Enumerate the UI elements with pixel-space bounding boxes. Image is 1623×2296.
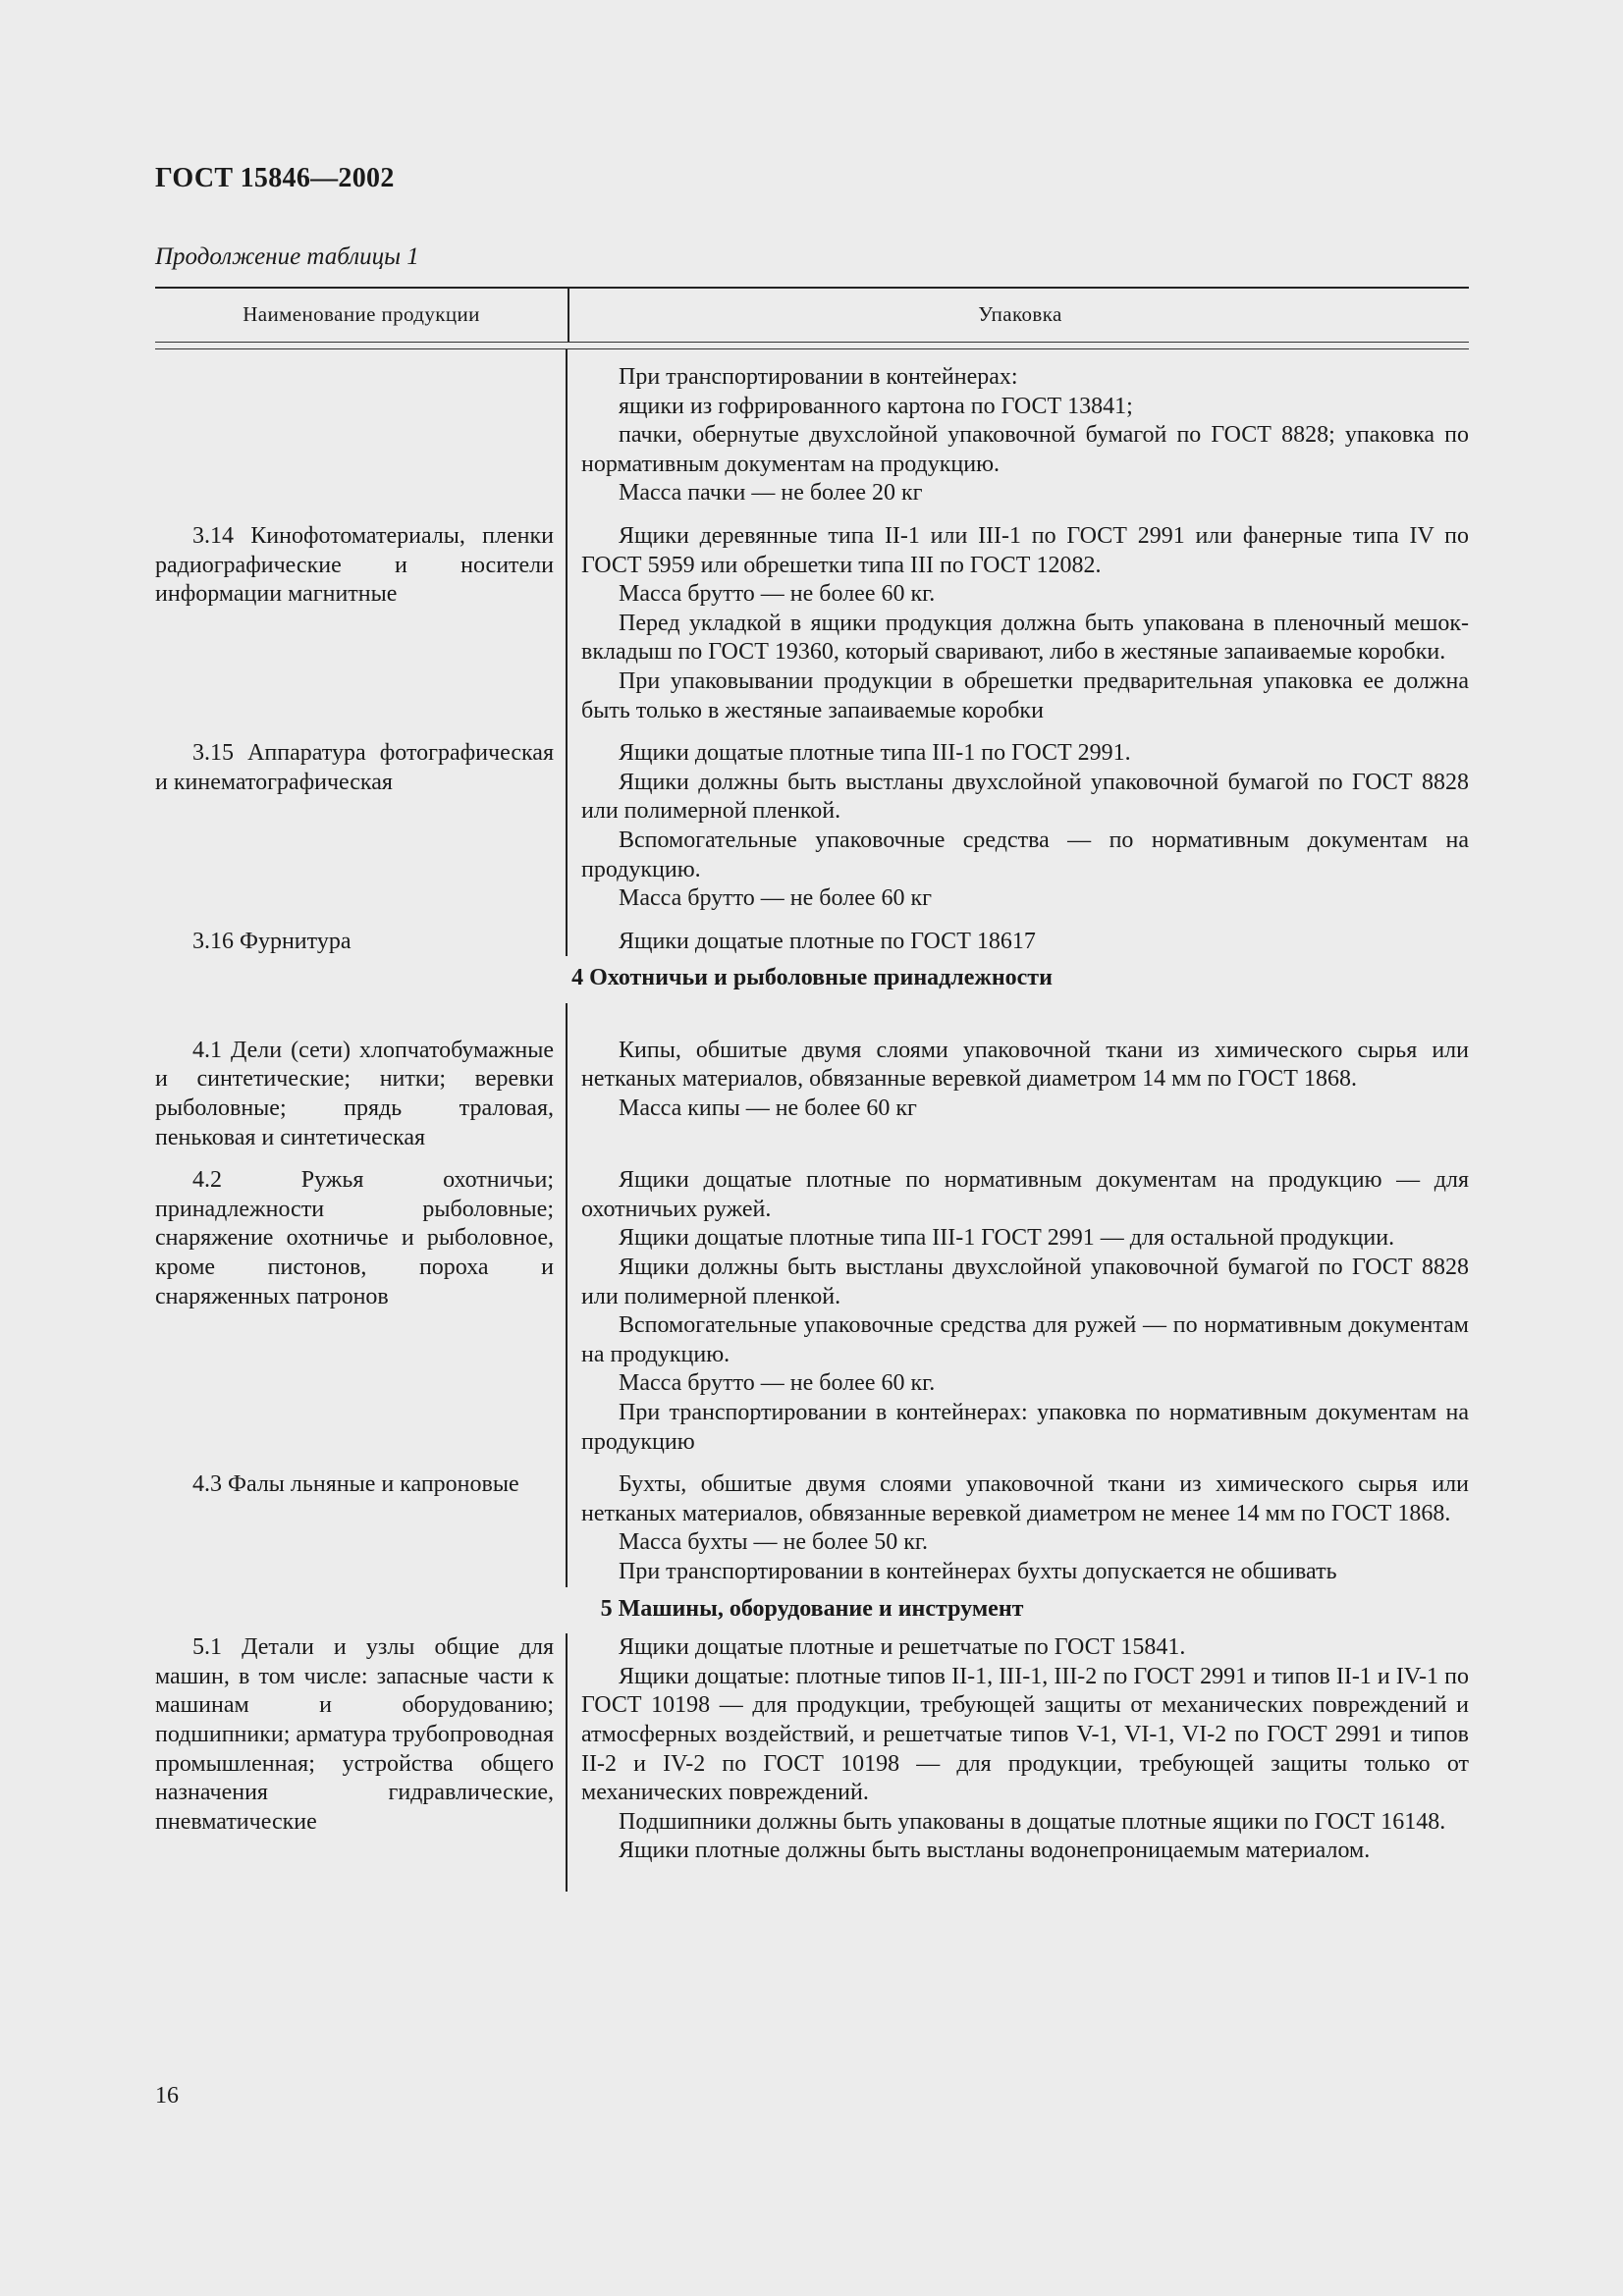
product-name-cell [155,1470,568,1586]
table-row [155,1037,1469,1152]
table-row [155,363,1469,508]
packaging-paragraph: Ящики должны быть выстланы двухслойной упаковочной бумагой по ГОСТ 8828 или полимерной пленкой. [581,769,1469,825]
table-row [155,522,1469,725]
product-name-cell [155,1166,568,1457]
packaging-paragraph: При транспортировании в контейнерах: упаковка по нормативным документам на продукцию [581,1400,1469,1455]
product-name-text: 4.3 Фалы льняные и капроновые [192,1471,519,1498]
packaging-paragraph: Ящики дощатые плотные и решетчатые по ГОСТ 15841. [619,1634,1186,1661]
packaging-cell [568,1037,1469,1152]
packaging-cell [568,1166,1469,1457]
product-name-text: 3.15 Аппаратура фотографическая и кинематографическая [155,740,554,795]
packaging-paragraph: Масса пачки — не более 20 кг [619,480,923,507]
section-heading-5: 5 Машины, оборудование и инструмент [600,1595,1024,1622]
table-row [155,1470,1469,1586]
product-name-text: 3.16 Фурнитура [192,928,352,954]
packaging-paragraph: Ящики дощатые плотные типа III-1 ГОСТ 2991 — для остальной продукции. [619,1225,1395,1252]
packaging-paragraph: Вспомогательные упаковочные средства — по нормативным документам на продукцию. [581,827,1469,882]
packaging-paragraph: Вспомогательные упаковочные средства для ружей — по нормативным документам на продукцию. [581,1312,1469,1367]
packaging-paragraph: При транспортировании в контейнерах: [619,364,1018,390]
packaging-paragraph: Масса бухты — не более 50 кг. [619,1529,929,1556]
packaging-paragraph: Масса брутто — не более 60 кг. [619,1370,936,1397]
packaging-paragraph: Кипы, обшитые двумя слоями упаковочной ткани из химического сырья или нетканых материалов, обвязанные веревкой диаметром 14 мм по ГОСТ 1868. [581,1037,1469,1093]
packaging-cell [568,739,1469,914]
product-name-cell [155,522,568,725]
packaging-paragraph: Подшипники должны быть упакованы в дощатые плотные ящики по ГОСТ 16148. [619,1808,1446,1835]
table-row [155,928,1469,957]
table-rows-section-5 [155,1633,1469,1866]
packaging-paragraph: ящики из гофрированного картона по ГОСТ 13841; [619,393,1133,419]
column-header-packaging: Упаковка [568,289,1471,342]
packaging-paragraph: При транспортировании в контейнерах бухты допускается не обшивать [619,1558,1337,1584]
packaging-paragraph: Масса кипы — не более 60 кг [619,1095,917,1122]
table-continuation-caption: Продолжение таблицы 1 [155,243,419,270]
product-name-text: 3.14 Кинофотоматериалы, пленки радиографические и носители информации магнитные [155,522,554,608]
packaging-paragraph: При упаковывании продукции в обрешетки предварительная упаковка ее должна быть только в жестяные запаиваемые коробки [581,667,1469,723]
product-name-text: 4.2 Ружья охотничьи; принадлежности рыболовные; снаряжение охотничье и рыболовное, кроме пистонов, пороха и снаряженных патронов [155,1167,554,1309]
product-name-text: 4.1 Дели (сети) хлопчатобумажные и синтетические; нитки; веревки рыболовные; прядь траловая, пеньковая и синтетическая [155,1037,554,1150]
document-code: ГОСТ 15846—2002 [155,163,395,193]
table-body [155,349,1469,1892]
column-header-product: Наименование продукции [243,302,480,327]
table-header [155,287,1469,342]
packaging-paragraph: Ящики деревянные типа II-1 или III-1 по ГОСТ 2991 или фанерные типа IV по ГОСТ 5959 или обрешетки типа III по ГОСТ 12082. [581,522,1469,578]
header-double-rule [155,342,1469,349]
packaging-cell [568,522,1469,725]
product-name-cell [155,739,568,914]
packaging-paragraph: Ящики дощатые плотные по нормативным документам на продукцию — для охотничьих ружей. [581,1167,1469,1222]
packaging-paragraph: пачки, обернутые двухслойной упаковочной бумагой по ГОСТ 8828; упаковка по нормативным документам на продукцию. [581,422,1469,477]
packaging-cell [568,1633,1469,1866]
table-row [155,1633,1469,1866]
packaging-paragraph: Ящики дощатые: плотные типов II-1, III-1, III-2 по ГОСТ 2991 и типов II-1 и IV-1 по ГОСТ 10198 — для продукции, требующей защиты от механических повреждений и атмосферных воздействий, и решетчатые типов V-1, VI-1, VI-2 по ГОСТ 2991 и типов II-2 и IV-2 по ГОСТ 10198 — для продукции, требующей защиты только от механических повреждений. [581,1663,1469,1806]
packaging-table [155,287,1469,1892]
table-rows-section-4 [155,1037,1469,1587]
packaging-paragraph: Ящики дощатые плотные по ГОСТ 18617 [619,928,1036,954]
packaging-paragraph: Ящики плотные должны быть выстланы водонепроницаемым материалом. [619,1838,1371,1864]
section-heading-4: 4 Охотничьи и рыболовные принадлежности [571,965,1053,991]
packaging-paragraph: Перед укладкой в ящики продукция должна быть упакована в пленочный мешок-вкладыш по ГОСТ 19360, который сваривают, либо в жестяные запаиваемые коробки. [581,610,1469,666]
packaging-paragraph: Масса брутто — не более 60 кг. [619,581,936,608]
product-name-cell [155,928,568,957]
product-name-text: 5.1 Детали и узлы общие для машин, в том числе: запасные части к машинам и оборудованию; подшипники; арматура трубопроводная промышленная; устройства общего назначения гидравлические, пневматические [155,1634,554,1835]
packaging-paragraph: Ящики должны быть выстланы двухслойной упаковочной бумагой по ГОСТ 8828 или полимерной пленкой. [581,1255,1469,1309]
table-row [155,739,1469,914]
page-number: 16 [155,2083,179,2109]
packaging-paragraph: Ящики дощатые плотные типа III-1 по ГОСТ 2991. [619,740,1131,767]
packaging-cell [568,1470,1469,1586]
table-rows-section-3 [155,363,1469,956]
packaging-cell [568,928,1469,957]
product-name-cell [155,1633,568,1866]
packaging-cell [568,363,1469,508]
table-row [155,1166,1469,1457]
product-name-cell [155,1037,568,1152]
packaging-paragraph: Масса брутто — не более 60 кг [619,885,932,912]
product-name-cell [155,363,568,508]
packaging-paragraph: Бухты, обшитые двумя слоями упаковочной ткани из химического сырья или нетканых материалов, обвязанные веревкой диаметром не менее 14 мм по ГОСТ 1868. [581,1471,1469,1526]
